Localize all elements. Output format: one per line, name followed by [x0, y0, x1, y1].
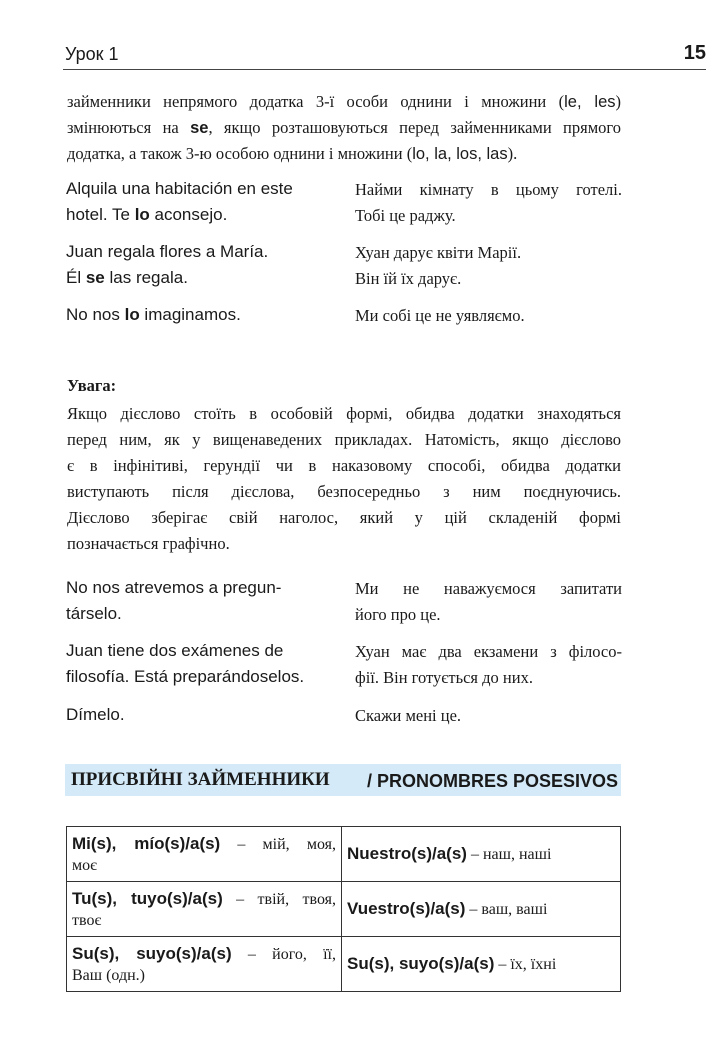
- note-line: перед ним, як у вищенаведених прикладах. Натомість, якщо дієслово: [67, 430, 621, 449]
- example-ukrainian: Скажи мені це.: [355, 706, 462, 725]
- note-line: позначається графічно.: [67, 534, 230, 553]
- example-ukrainian: Хуан має два екзамени з філосо- фії. Він готується до них.: [355, 642, 622, 687]
- example-ukrainian: Найми кімнату в цьому готелі. Тобі це раджу.: [355, 180, 622, 225]
- example-spanish: Juan regala flores a María. Él se las regala.: [66, 242, 269, 287]
- section-title-spanish: / PRONOMBRES POSESIVOS: [367, 771, 619, 791]
- table-cell: Nuestro(s)/a(s) – наш, наші: [342, 827, 621, 882]
- table-cell: Su(s), suyo(s)/a(s) – його, її, Ваш (одн.): [67, 937, 342, 992]
- note-line: виступають після дієслова, безпосередньо з ним поєднуючись.: [67, 482, 621, 501]
- intro-line: змінюються на se, якщо розташовуються перед займенниками прямого: [67, 118, 621, 137]
- example-spanish: No nos lo imaginamos.: [66, 305, 241, 324]
- possessive-pronouns-table: [66, 826, 621, 992]
- page-number: 15: [683, 42, 706, 64]
- example-ukrainian: Хуан дарує квіти Марії. Він їй їх дарує.: [355, 243, 522, 288]
- table-cell: Vuestro(s)/a(s) – ваш, ваші: [342, 882, 621, 937]
- note-line: Дієслово зберігає свій наголос, який у цій складеній формі: [67, 508, 621, 527]
- note-line: є в інфінітиві, герундії чи в наказовому способі, обидва додатки: [67, 456, 621, 475]
- table-cell: Mi(s), mío(s)/a(s) – мій, моя, моє: [67, 827, 342, 882]
- example-spanish: No nos atrevemos a pregun- társelo.: [66, 578, 282, 623]
- note-paragraph: [67, 401, 621, 557]
- table-cell: Su(s), suyo(s)/a(s) – їх, їхні: [342, 937, 621, 992]
- example-spanish: Juan tiene dos exámenes de filosofía. Está preparándoselos.: [66, 641, 305, 686]
- note-title: Увага:: [67, 376, 117, 395]
- table-row: [67, 937, 621, 992]
- section-title-ukrainian: ПРИСВІЙНІ ЗАЙМЕННИКИ: [71, 769, 330, 790]
- intro-line: додатка, а також 3-ю особою однини і множини (lo, la, los, las).: [67, 144, 518, 163]
- section-heading: [65, 764, 621, 796]
- header-rule: [63, 69, 706, 70]
- example-spanish: Dímelo.: [66, 705, 125, 724]
- table-row: [67, 827, 621, 882]
- intro-paragraph: [67, 89, 621, 167]
- intro-line: займенники непрямого додатка 3-ї особи однини і множини (le, les): [67, 92, 622, 111]
- lesson-label: Урок 1: [65, 44, 119, 64]
- note-line: Якщо дієслово стоїть в особовій формі, обидва додатки знаходяться: [67, 404, 621, 423]
- example-ukrainian: Ми собі це не уявляємо.: [355, 306, 525, 325]
- example-spanish: Alquila una habitación en este hotel. Te lo aconsejo.: [66, 179, 293, 224]
- example-ukrainian: Ми не наважуємося запитати його про це.: [355, 579, 622, 624]
- table-row: [67, 882, 621, 937]
- page-header: [63, 42, 706, 72]
- table-cell: Tu(s), tuyo(s)/a(s) – твій, твоя, твоє: [67, 882, 342, 937]
